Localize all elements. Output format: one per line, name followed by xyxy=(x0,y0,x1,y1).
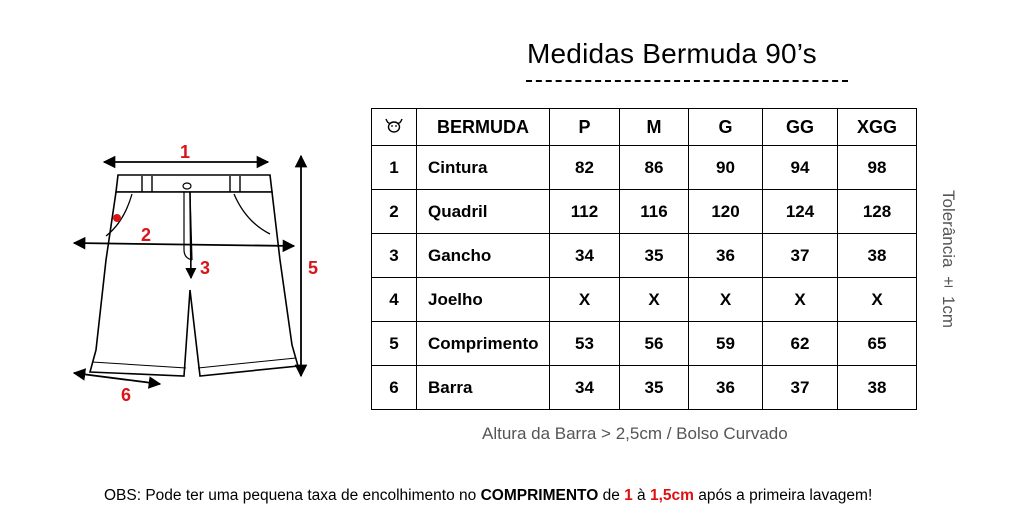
measurement-cell: 36 xyxy=(689,234,763,278)
measurement-cell: 59 xyxy=(689,322,763,366)
measurement-cell: X xyxy=(838,278,917,322)
measurement-cell: 38 xyxy=(838,366,917,410)
logo-cell xyxy=(372,109,417,146)
measurement-cell: 94 xyxy=(763,146,838,190)
measurement-cell: X xyxy=(689,278,763,322)
table-row xyxy=(372,366,917,410)
measurement-cell: 65 xyxy=(838,322,917,366)
measurement-cell: X xyxy=(620,278,689,322)
size-table xyxy=(371,108,917,410)
measurement-cell: 35 xyxy=(620,234,689,278)
column-header-size: GG xyxy=(763,109,838,146)
obs-red-value: 1,5cm xyxy=(649,487,694,504)
measurement-cell: 34 xyxy=(550,366,620,410)
dimension-label-6: 6 xyxy=(121,385,132,405)
measurement-cell: 86 xyxy=(620,146,689,190)
obs-text: após a primeira lavagem! xyxy=(693,487,873,504)
column-header-size: G xyxy=(689,109,763,146)
row-number: 4 xyxy=(372,278,417,322)
table-header-row xyxy=(372,109,917,146)
pocket-logo-icon xyxy=(113,214,121,222)
page-title: Medidas Bermuda 90’s xyxy=(527,38,817,69)
shorts-waistband xyxy=(116,175,272,192)
measurement-cell: 82 xyxy=(550,146,620,190)
column-header-bermuda: BERMUDA xyxy=(417,109,550,146)
obs-text: de xyxy=(598,487,625,504)
obs-text: OBS: Pode ter uma pequena taxa de encolhimento no xyxy=(104,487,481,504)
dimension-label-5: 5 xyxy=(308,258,319,278)
measurement-cell: 35 xyxy=(620,366,689,410)
shrinkage-note xyxy=(104,487,872,505)
measurement-cell: 37 xyxy=(763,234,838,278)
title-dashed-underline xyxy=(526,80,848,82)
measurement-cell: 120 xyxy=(689,190,763,234)
obs-text: à xyxy=(632,487,650,504)
obs-bold-text: COMPRIMENTO xyxy=(480,487,599,504)
measurement-cell: 56 xyxy=(620,322,689,366)
hem-note: Altura da Barra > 2,5cm / Bolso Curvado xyxy=(482,424,788,443)
row-number: 5 xyxy=(372,322,417,366)
row-label: Barra xyxy=(417,366,550,410)
column-header-size: M xyxy=(620,109,689,146)
table-row xyxy=(372,322,917,366)
measurement-cell: 38 xyxy=(838,234,917,278)
column-header-size: XGG xyxy=(838,109,917,146)
obs-red-value: 1 xyxy=(624,487,633,504)
row-number: 6 xyxy=(372,366,417,410)
dimension-label-1: 1 xyxy=(180,142,191,162)
measurement-cell: 112 xyxy=(550,190,620,234)
bull-logo-icon xyxy=(384,116,404,134)
measurement-cell: 36 xyxy=(689,366,763,410)
measurement-cell: 128 xyxy=(838,190,917,234)
measurement-cell: X xyxy=(763,278,838,322)
table-row xyxy=(372,234,917,278)
row-label: Joelho xyxy=(417,278,550,322)
dimension-label-2: 2 xyxy=(141,225,152,245)
dimension-label-3: 3 xyxy=(200,258,211,278)
row-label: Comprimento xyxy=(417,322,550,366)
row-number: 3 xyxy=(372,234,417,278)
measurement-cell: 124 xyxy=(763,190,838,234)
tolerance-label: Tolerância ± 1cm xyxy=(939,190,958,329)
measurement-cell: 37 xyxy=(763,366,838,410)
measurement-cell: X xyxy=(550,278,620,322)
column-header-size: P xyxy=(550,109,620,146)
table-row xyxy=(372,146,917,190)
row-label: Quadril xyxy=(417,190,550,234)
measurement-cell: 116 xyxy=(620,190,689,234)
measurement-cell: 62 xyxy=(763,322,838,366)
table-row xyxy=(372,190,917,234)
measurement-cell: 98 xyxy=(838,146,917,190)
row-number: 1 xyxy=(372,146,417,190)
measurement-cell: 90 xyxy=(689,146,763,190)
row-number: 2 xyxy=(372,190,417,234)
row-label: Gancho xyxy=(417,234,550,278)
row-label: Cintura xyxy=(417,146,550,190)
measurement-cell: 53 xyxy=(550,322,620,366)
table-row xyxy=(372,278,917,322)
measurement-cell: 34 xyxy=(550,234,620,278)
